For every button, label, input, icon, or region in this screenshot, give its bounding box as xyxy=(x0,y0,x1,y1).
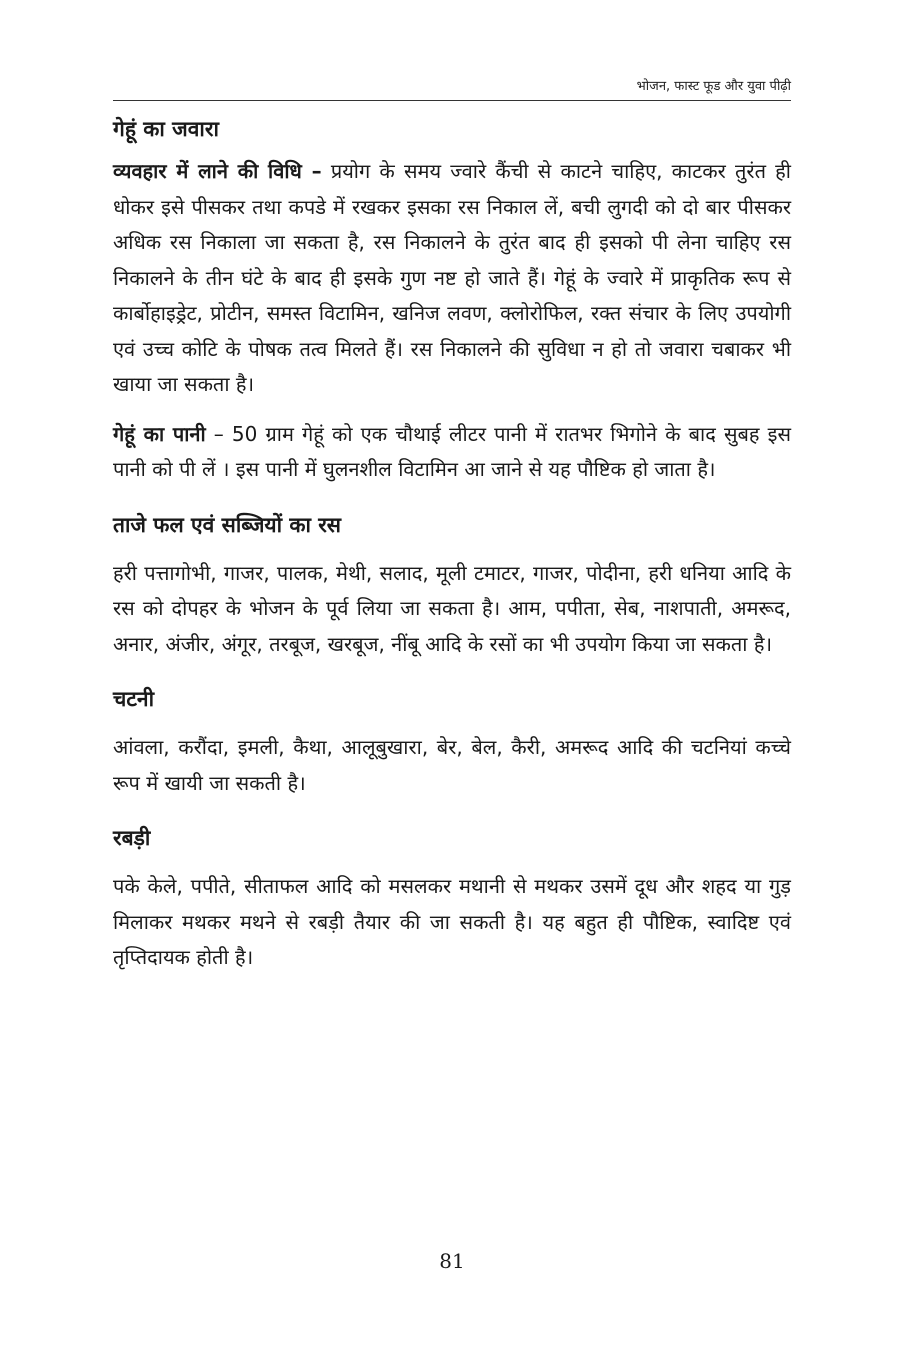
paragraph-lead: गेहूं का पानी xyxy=(113,421,206,446)
section-heading-wheatgrass: गेहूं का जवारा xyxy=(113,117,219,141)
paragraph-wheat-water xyxy=(113,417,791,488)
paragraph-text: – 50 ग्राम गेहूं को एक चौथाई लीटर पानी में रातभर भिगोने के बाद सुबह इस पानी को पी लें । इस पानी में घुलनशील विटामिन आ जाने से यह पौष्टिक हो जाता है। xyxy=(113,421,791,481)
paragraph-fresh-juice: हरी पत्तागोभी, गाजर, पालक, मेथी, सलाद, मूली टमाटर, गाजर, पोदीना, हरी धनिया आदि के रस को दोपहर के भोजन के पूर्व लिया जा सकता है। आम, पपीता, सेब, नाशपाती, अमरूद, अनार, अंजीर, अंगूर, तरबूज, खरबूज, नींबू आदि के रसों का भी उपयोग किया जा सकता है। xyxy=(113,560,791,656)
section-heading-chutney: चटनी xyxy=(113,687,155,711)
paragraph-chutney: आंवला, करौंदा, इमली, कैथा, आलूबुखारा, बेर, बेल, कैरी, अमरूद आदि की चटनियां कच्चे रूप में खायी जा सकती है। xyxy=(113,735,791,795)
paragraph-rabdi: पके केले, पपीते, सीताफल आदि को मसलकर मथानी से मथकर उसमें दूध और शहद या गुड़ मिलाकर मथकर मथने से रबड़ी तैयार की जा सकती है। यह बहुत ही पौष्टिक, स्वादिष्ट एवं तृप्तिदायक होती है। xyxy=(113,874,791,969)
page-number: 81 xyxy=(439,1249,465,1273)
section-heading-rabdi: रबड़ी xyxy=(113,826,151,850)
paragraph-wheatgrass-usage xyxy=(113,154,791,403)
header-rule xyxy=(113,100,791,101)
paragraph-text: प्रयोग के समय ज्वारे कैंची से काटने चाहिए, काटकर तुरंत ही धोकर इसे पीसकर तथा कपडे में रखकर इसका रस निकाल लें, बची लुगदी को दो बार पीसकर अधिक रस निकाला जा सकता है, रस निकालने के तुरंत बाद ही इसको पी लेना चाहिए रस निकालने के तीन घंटे के बाद ही इसके गुण नष्ट हो जाते हैं। गेहूं के ज्वारे में प्राकृतिक रूप से कार्बोहाइड्रेट, प्रोटीन, समस्त विटामिन, खनिज लवण, क्लोरोफिल, रक्त संचार के लिए उपयोगी एवं उच्च कोटि के पोषक तत्व मिलते हैं। रस निकालने की सुविधा न हो तो जवारा चबाकर भी खाया जा सकता है। xyxy=(113,159,791,396)
section-heading-fresh-juice: ताजे फल एवं सब्जियों का रस xyxy=(113,512,341,537)
paragraph-lead: व्यवहार में लाने की विधि – xyxy=(113,159,322,183)
running-header: भोजन, फास्ट फूड और युवा पीढ़ी xyxy=(636,79,791,94)
page-body xyxy=(113,112,791,976)
